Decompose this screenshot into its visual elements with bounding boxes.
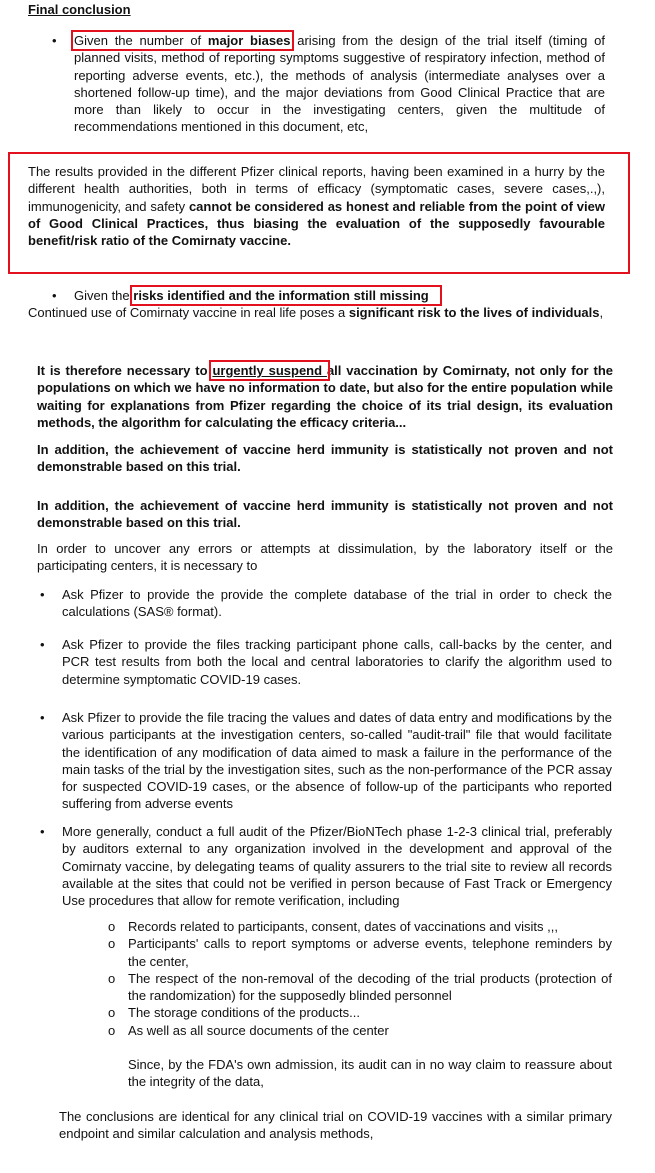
text: The respect of the non-removal of the decoding of the trial products (protection of the randomization) for the supposedly blinded personnel [128,970,612,1004]
final-paragraph: The conclusions are identical for any clinical trial on COVID-19 vaccines with a similar primary endpoint and similar calculation and analysis methods, [59,1109,612,1142]
intro-paragraph: In order to uncover any errors or attempts at dissimulation, by the laboratory itself or the participating centers, it is necessary to [37,541,613,574]
bullet-icon: • [52,288,57,303]
fda-paragraph: Since, by the FDA's own admission, its audit can in no way claim to reassure about the integrity of the data, [128,1057,612,1090]
text-bold: cannot be considered as honest and reliable from the point of view of Good Clinical Practices, thus biasing the evaluation of the supposedly favourable benefit/risk ratio of the Comirnaty vaccine. [28,198,605,249]
suspend-paragraph [37,362,613,431]
text: Ask Pfizer to provide the provide the complete database of the trial in order to check the calculations (SAS® format). [62,587,612,620]
sub-item [108,970,612,1005]
circle-bullet-icon: o [108,970,116,986]
text: arising from the design of the trial itself (timing of planned visits, method of reporting symptoms suggestive of respiratory infection, method of reporting adverse events, etc.), the methods of analysis (intermediate analyses over a shortened follow-up time), and the major deviations from Good Clinical Practice that are more than likely to occur in the investigating centers, given the multitude of recommendations mentioned in this document, etc, [74,33,605,135]
sub-item [108,1004,612,1021]
sub-item [108,918,612,935]
herd-immunity-paragraph-repeat: In addition, the achievement of vaccine herd immunity is statistically not proven and not demonstrable based on this trial. [37,498,613,531]
bullet-icon: • [40,587,45,602]
text-bold: significant risk to the lives of individuals [348,305,600,320]
sub-list [108,918,612,1039]
ask-item [40,709,612,813]
bullet-risks [52,287,605,304]
bullet-icon: • [40,637,45,652]
text: More generally, conduct a full audit of the Pfizer/BioNTech phase 1-2-3 clinical trial, preferably by auditors external to any organization involved in the development and approval of the Comirnaty vaccine, by delegating teams of quality assurers to the trial site to review all records available at the sites that could not be verified in person because of Fast Track or Emergency Use procedures that allow for remote verification, including [62,824,612,909]
text: Given the number of [74,33,208,48]
text: Ask Pfizer to provide the files tracking participant phone calls, call-backs by the center, and PCR test results from both the local and central laboratories to clarify the algorithm used to determine symptomatic COVID-19 cases. [62,637,612,687]
text: The results provided in the different Pfizer clinical reports, having been examined in a hurry by the different health authorities, both in terms of efficacy (symptomatic cases, severe cases,.,), immunogenicity, and safety [28,164,605,214]
highlight-major-biases [74,33,291,48]
ask-item [40,823,612,909]
bullet-icon: • [52,33,57,48]
circle-bullet-icon: o [108,1022,116,1038]
bullet-icon: • [40,710,45,725]
text: , [599,305,604,320]
sub-item [108,1022,612,1039]
text: Given the [74,288,134,303]
text: It is therefore necessary to [37,363,213,378]
text-bold: major biases [207,33,291,48]
circle-bullet-icon: o [108,1005,116,1021]
bullet-major-biases [52,32,605,136]
results-paragraph [28,163,605,249]
ask-item [40,636,612,688]
text: The storage conditions of the products... [128,1005,360,1021]
herd-immunity-paragraph: In addition, the achievement of vaccine herd immunity is statistically not proven and not demonstrable based on this trial. [37,442,613,475]
text: Ask Pfizer to provide the file tracing the values and dates of data entry and modifications by the various participants at the investigation centers, so-called "audit-trail" file that would facilitate the identification of any modification of data aimed to mask a failure in the performance of the main tasks of the trial by the investigation sites, such as the non-performance of the PCR assay for suspected COVID-19 cases, or the absence of follow-up of the participants who reported suffering from adverse events [62,710,612,812]
text: all vaccination by Comirnaty, not only for the populations on which we have no information to date, but also for the entire population while waiting for explanations from Pfizer regarding the choice of its trial design, its evaluation methods, the algorithm for calculating the efficacy criteria... [37,363,613,430]
continued-paragraph [28,304,605,321]
text: As well as all source documents of the center [128,1022,389,1038]
section-heading: Final conclusion [28,2,131,17]
text: Continued use of Comirnaty vaccine in real life poses a [28,305,349,320]
ask-item [40,586,612,621]
highlight-risks: risks identified and the information still missing [133,288,438,303]
circle-bullet-icon: o [108,936,116,952]
circle-bullet-icon: o [108,919,116,934]
text: Records related to participants, consent, dates of vaccinations and visits ,,, [128,919,558,934]
text: Participants' calls to report symptoms or adverse events, telephone reminders by the center, [128,936,612,969]
sub-item [108,935,612,970]
bullet-icon: • [40,824,45,839]
highlight-urgently-suspend: urgently suspend [212,363,327,378]
